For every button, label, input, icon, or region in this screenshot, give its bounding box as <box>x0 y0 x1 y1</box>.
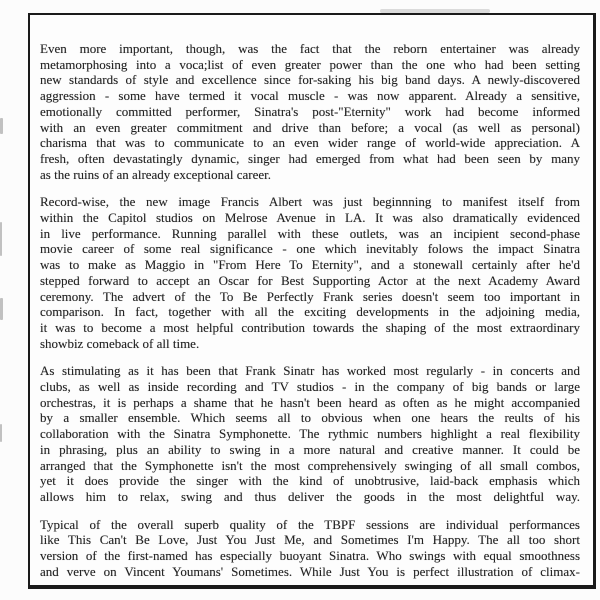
text-line: charisma that was to communicate to an even wider range of world-wide appreciation. A <box>40 135 580 151</box>
liner-notes <box>30 15 593 585</box>
text-line: in live performance. Running parallel with these outlets, was an incipient second-phase <box>40 225 580 241</box>
text-line: Even more important, though, was the fact that the reborn entertainer was already <box>40 41 580 56</box>
text-line: As stimulating as it has been that Frank Sinatr has worked most regularly - in concerts and <box>40 363 580 379</box>
text-line: ceremony. The advert of the To Be Perfectly Frank series doesn't seem too important in <box>40 288 580 304</box>
text-line: yet it does provide the singer with the kind of unobtrusive, laid-back emphasis which <box>40 473 580 489</box>
page-border-frame <box>28 13 596 589</box>
text-line: within the Capitol studios on Melrose Avenue in LA. It was also dramatically evidenced <box>40 210 580 226</box>
scan-edge-artifact <box>0 424 2 442</box>
text-line: with an even greater commitment and drive than before; a vocal (as well as personal) <box>40 119 580 135</box>
text-line: allows him to relax, swing and thus deliver the goods in the most delightful way. <box>40 488 580 504</box>
text-line: comparison. In fact, together with all the exciting developments in the adjoining media, <box>40 304 580 320</box>
paragraph <box>40 363 580 504</box>
paragraph <box>40 194 580 351</box>
text-line: it was to become a most helpful contribution towards the shaping of the most extraordinary <box>40 319 580 335</box>
text-line: fresh, often devastatingly dynamic, singer had emerged from what had been seen by many <box>40 150 580 166</box>
text-line: arranged that the Symphonette isn't the most comprehensively swinging of all small combos, <box>40 457 580 473</box>
text-line: like This Can't Be Love, Just You Just Me, and Sometimes I'm Happy. The all too short <box>40 532 580 548</box>
text-line: and verve on Vincent Youmans' Sometimes. While Just You is perfect illustration of climax- <box>40 563 580 579</box>
text-line: aggression - some have termed it vocal muscle - was now apparent. Already a sensitive, <box>40 88 580 104</box>
scan-edge-artifact <box>0 118 3 134</box>
text-line: stepped forward to accept an Oscar for Best Supporting Actor at the next Academy Award <box>40 272 580 288</box>
scan-edge-artifact <box>0 298 3 320</box>
text-line: version of the first-named has especially buoyant Sinatra. Who swings with equal smoothness <box>40 548 580 564</box>
text-line: collaboration with the Sinatra Symphonette. The rythmic numbers highlight a real flexibility <box>40 426 580 442</box>
text-line: emotionally committed performer, Sinatra's post-"Eternity" work had become informed <box>40 103 580 119</box>
text-line: clubs, as well as inside recording and TV studios - in the company of big bands or large <box>40 379 580 395</box>
text-line: was to make as Maggio in "From Here To Eternity", and a stonewall certainly after he'd <box>40 257 580 273</box>
text-line: metamorphosing into a voca;list of even greater power than the one who had been setting <box>40 56 580 72</box>
paragraph <box>40 517 580 580</box>
text-line: showbiz comeback of all time. <box>40 335 200 351</box>
text-line: as the ruins of an already exceptional career. <box>40 166 271 182</box>
paragraph <box>40 41 580 182</box>
text-line: by a smaller ensemble. Which seems all to obvious when one hears the reults of his <box>40 410 580 426</box>
text-line: Typical of the overall superb quality of the TBPF sessions are individual performances <box>40 516 580 532</box>
text-line: movie career of some real significance - one which inevitably folows the impact Sinatra <box>40 241 580 257</box>
text-line: Record-wise, the new image Francis Albert was just beginnning to manifest itself from <box>40 194 580 210</box>
scan-edge-artifact <box>0 222 2 256</box>
text-line: new standards of style and excellence since for-saking his big band days. A newly-discovered <box>40 72 580 88</box>
text-line: orchestras, it is perhaps a shame that he hasn't been heard as often as he might accompanied <box>40 394 580 410</box>
text-line: in phrasing, plus an ability to swing in a more natural and creative manner. It could be <box>40 441 580 457</box>
